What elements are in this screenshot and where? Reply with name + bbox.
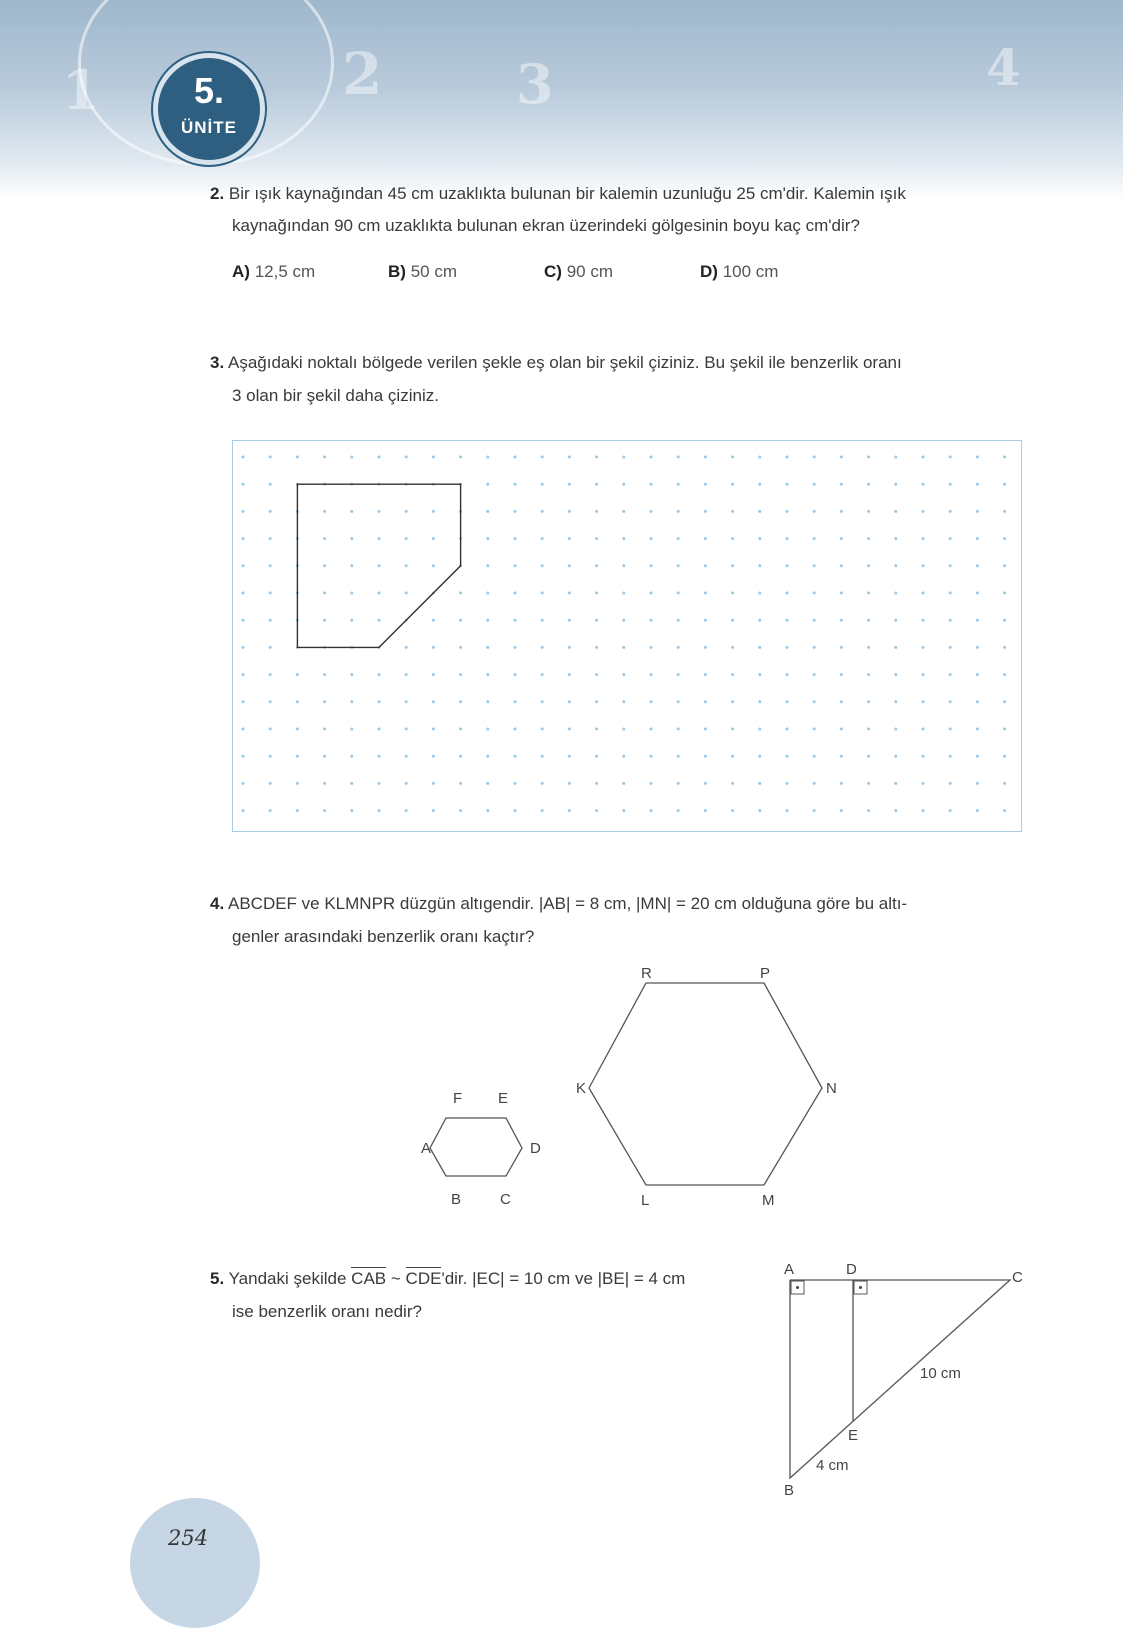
vertex-label-c: C bbox=[500, 1191, 511, 1208]
vertex-label-f: F bbox=[453, 1090, 463, 1107]
unit-number: 5. bbox=[193, 70, 225, 111]
vertex-label-p: P bbox=[760, 965, 771, 982]
similar-sign: ~ bbox=[390, 1269, 401, 1288]
page-number: 254 bbox=[168, 1526, 209, 1550]
question-4-line1: 4. ABCDEF ve KLMNPR düzgün altıgendir. |AB| = 8 cm, |MN| = 20 cm olduğuna göre bu altı- bbox=[210, 894, 908, 913]
triangle-abc bbox=[790, 1280, 1010, 1478]
large-hexagon bbox=[589, 983, 822, 1185]
small-hexagon bbox=[430, 1118, 522, 1176]
vertex-label-a: A bbox=[784, 1261, 795, 1278]
vertex-label-l: L bbox=[641, 1192, 650, 1209]
vertex-label-e: E bbox=[498, 1090, 509, 1107]
vertex-label-a: A bbox=[421, 1140, 432, 1157]
vertex-label-d: D bbox=[530, 1140, 541, 1157]
measure-be: 4 cm bbox=[816, 1457, 849, 1474]
vertex-label-r: R bbox=[641, 965, 652, 982]
angle-cab: CAB bbox=[351, 1269, 387, 1288]
vertex-label-e: E bbox=[848, 1427, 859, 1444]
question-2-line2: kaynağından 90 cm uzaklıkta bulunan ekran üzerindeki gölgesinin boyu kaç cm'dir? bbox=[232, 216, 860, 235]
choice-b[interactable]: B) 50 cm bbox=[388, 262, 457, 281]
question-number: 4. bbox=[210, 894, 225, 913]
vertex-label-k: K bbox=[576, 1080, 587, 1097]
vertex-label-b: B bbox=[451, 1191, 462, 1208]
decor-digit: 4 bbox=[986, 38, 1021, 97]
vertex-label-m: M bbox=[762, 1192, 775, 1209]
question-number: 3. bbox=[210, 353, 225, 372]
question-4-line2: genler arasındaki benzerlik oranı kaçtır? bbox=[232, 927, 535, 946]
question-5-line2: ise benzerlik oranı nedir? bbox=[232, 1302, 422, 1321]
question-number: 2. bbox=[210, 184, 225, 203]
measure-ec: 10 cm bbox=[920, 1365, 961, 1382]
vertex-label-c: C bbox=[1012, 1269, 1023, 1286]
decor-digit: 1 bbox=[62, 58, 100, 122]
choice-a[interactable]: A) 12,5 cm bbox=[232, 262, 316, 281]
angle-cde: CDE bbox=[405, 1269, 442, 1288]
choice-c[interactable]: C) 90 cm bbox=[544, 262, 613, 281]
page-number-badge bbox=[130, 1498, 260, 1628]
question-number: 5. bbox=[210, 1269, 225, 1288]
question-3-line2: 3 olan bir şekil daha çiziniz. bbox=[232, 386, 439, 405]
decor-digit: 3 bbox=[516, 52, 554, 116]
vertex-label-d: D bbox=[846, 1261, 857, 1278]
decor-digit: 2 bbox=[342, 40, 383, 108]
question-3-line1: 3. Aşağıdaki noktalı bölgede verilen şekle eş olan bir şekil çiziniz. Bu şekil ile benzerlik oranı bbox=[210, 353, 902, 372]
question-2-line1: 2. Bir ışık kaynağından 45 cm uzaklıkta bulunan bir kalemin uzunluğu 25 cm'dir. Kalemin ışık bbox=[210, 184, 906, 203]
question-5-line1: 5. Yandaki şekilde CAB ~ CDE'dir. |EC| = 10 cm ve |BE| = 4 cm bbox=[210, 1269, 686, 1288]
vertex-label-b: B bbox=[784, 1482, 795, 1499]
vertex-label-n: N bbox=[826, 1080, 837, 1097]
choice-d[interactable]: D) 100 cm bbox=[700, 262, 779, 281]
unit-label: ÜNİTE bbox=[181, 118, 237, 137]
